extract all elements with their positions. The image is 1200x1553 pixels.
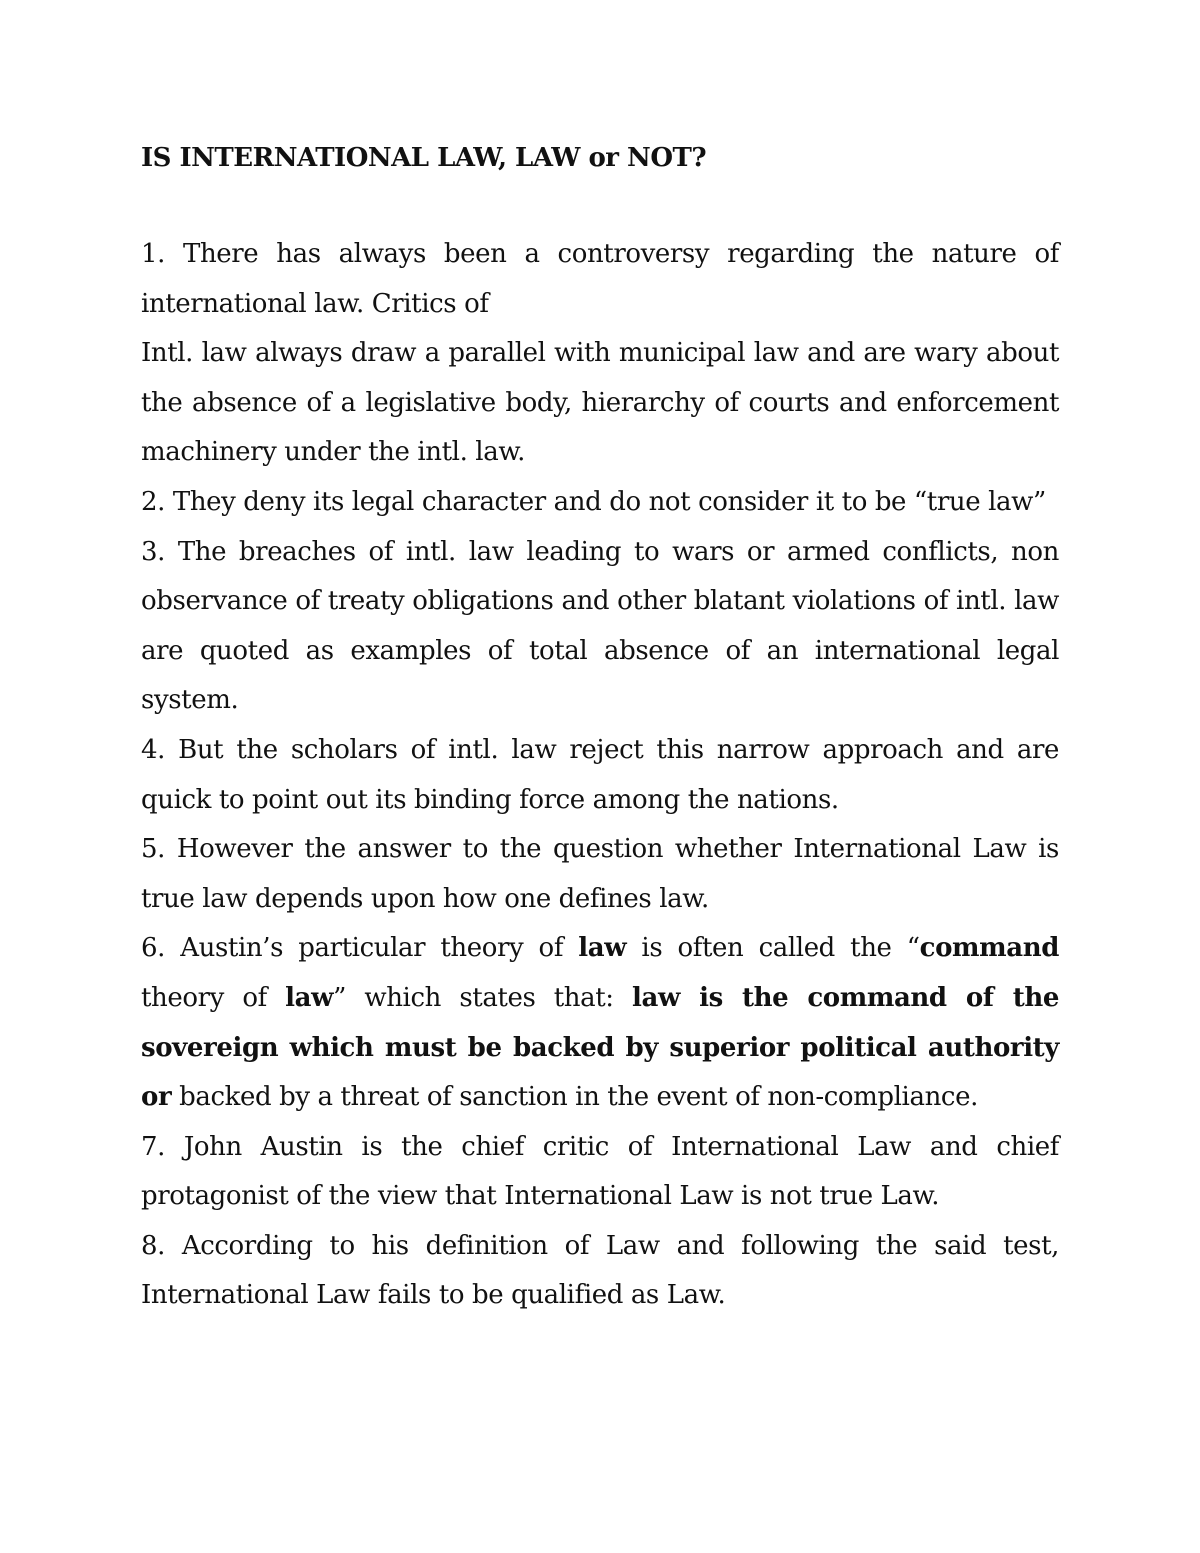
paragraph-5: 5. However the answer to the question whether International Law is true law depends upon how one defines law. [141, 834, 1059, 914]
paragraph-6 [141, 924, 1059, 1122]
paragraph-6-segment: backed by a threat of sanction in the event of non-compliance. [171, 1082, 978, 1113]
paragraph-6-segment: 6. Austin’s particular theory of [141, 933, 579, 964]
paragraph-6-segment: ” which states that: [333, 982, 633, 1013]
paragraph-6-bold-segment: law is the command of the sovereign which must be backed by superior political authority or [141, 982, 1059, 1113]
document-title: IS INTERNATIONAL LAW, LAW or NOT? [141, 143, 707, 173]
document-page [141, 132, 1059, 1321]
paragraph-1-part-a: 1. There has always been a controversy regarding the nature of international law. Critics of [141, 239, 1059, 319]
paragraph-6-bold-segment: command [919, 933, 1059, 964]
paragraph-6-segment: is often called the “ [626, 933, 920, 964]
paragraph-6-bold-segment: law [578, 933, 627, 964]
paragraph-7: 7. John Austin is the chief critic of International Law and chief protagonist of the view that International Law is not true Law. [141, 1131, 1059, 1212]
paragraph-4: 4. But the scholars of intl. law reject this narrow approach and are quick to point out its binding force among the nations. [141, 734, 1059, 815]
paragraph-6-segment: theory of [141, 982, 286, 1013]
paragraph-3: 3. The breaches of intl. law leading to wars or armed conflicts, non observance of treaty obligations and other blatant violations of intl. law are quoted as examples of total absence of an international legal system. [141, 536, 1059, 716]
paragraph-2: 2. They deny its legal character and do not consider it to be “true law” [141, 486, 1046, 517]
paragraph-1-part-b: Intl. law always draw a parallel with municipal law and are wary about the absence of a legislative body, hierarchy of courts and enforcement machinery under the intl. law. [141, 338, 1059, 468]
paragraph-6-bold-segment: law [285, 982, 334, 1013]
paragraph-8: 8. According to his definition of Law and following the said test, International Law fails to be qualified as Law. [141, 1230, 1059, 1311]
